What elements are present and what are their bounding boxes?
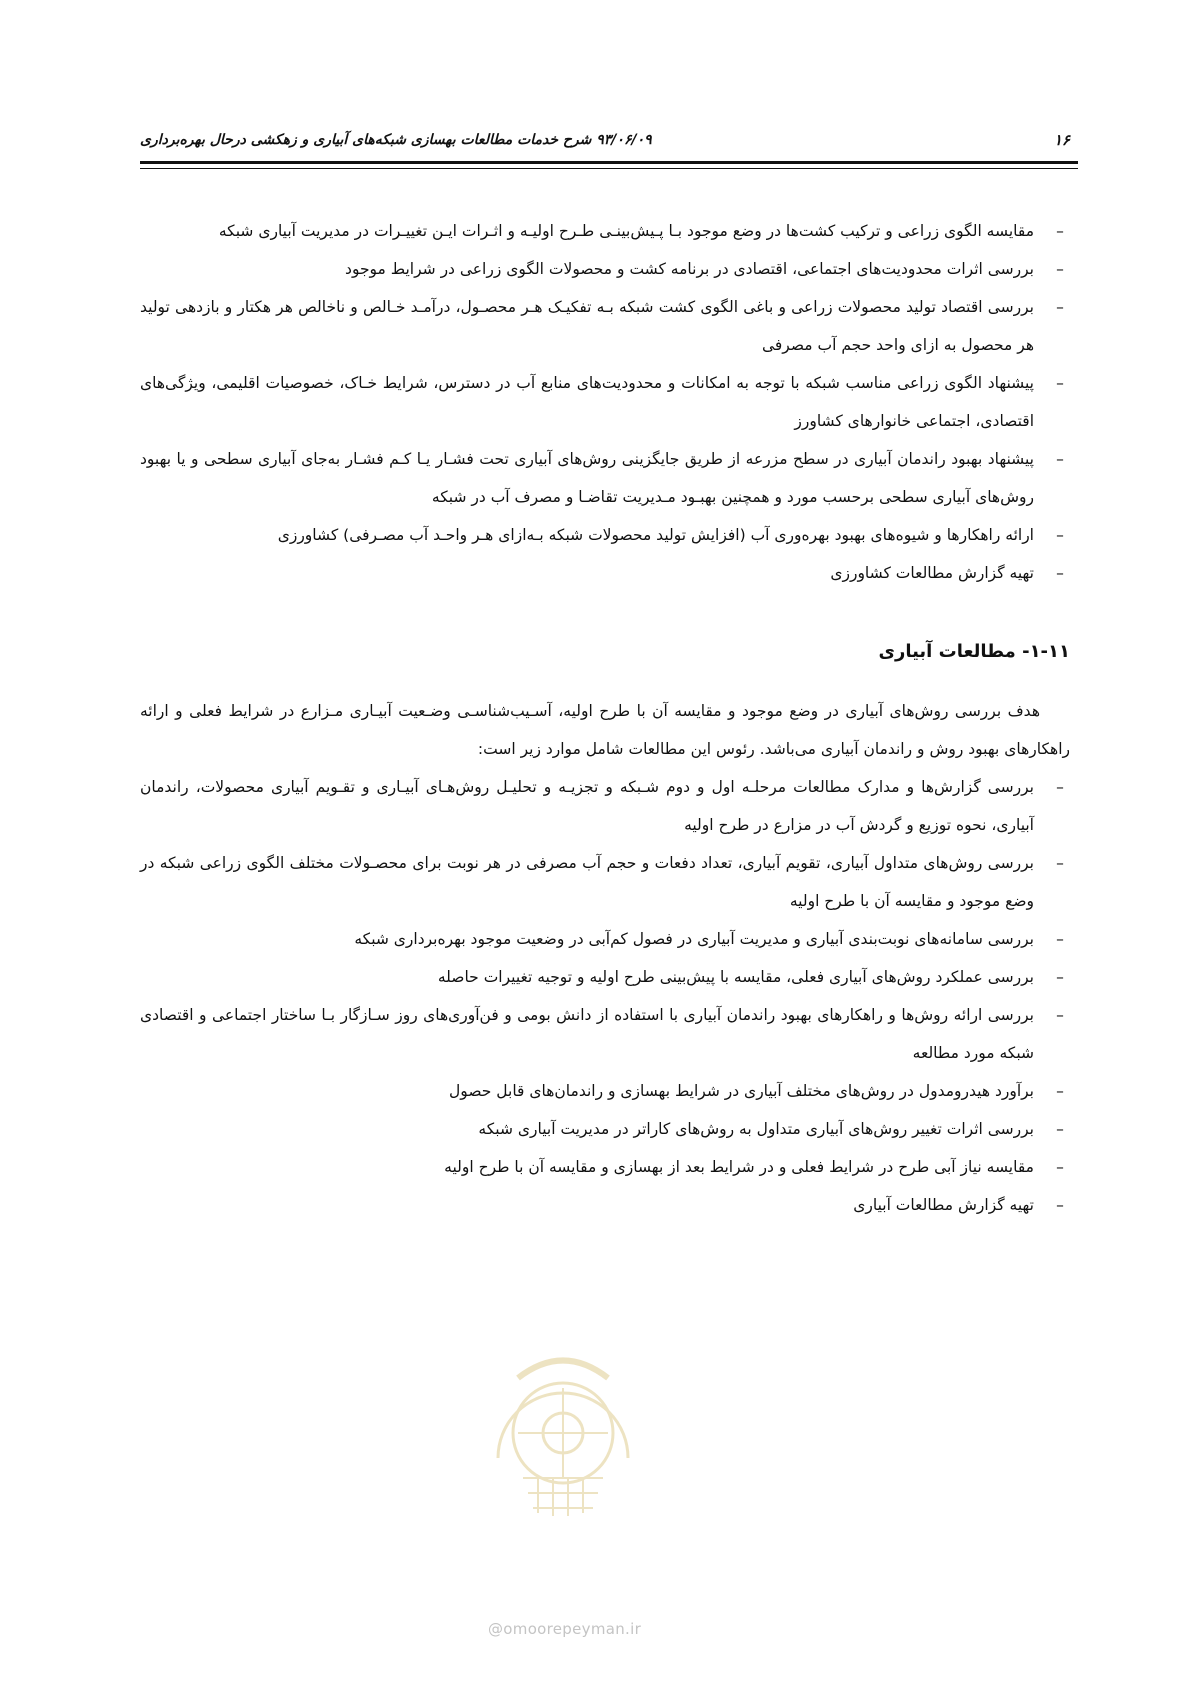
section-intro-paragraph: هدف بررسی روش‌های آبیاری در وضع موجود و مقایسه آن با طرح اولیه، آسـیب‌شناسـی وضـعیت آبیـاری مـزارع در شرایط فعلی و ارائه راهکارهای بهبود روش و راندمان آبیاری می‌باشد. رئوس این مطالعات شامل موارد زیر است: (140, 702, 1070, 758)
dash-bullet: – (1056, 260, 1064, 278)
list-item-text: ارائه راهکارها و شیوه‌های بهبود بهره‌وری آب (افزایش تولید محصولات شبکه بـه‌ازای هـر واحـد آب مصـرفی) کشاورزی (277, 526, 1034, 544)
list-item-text: پیشنهاد الگوی زراعی مناسب شبکه با توجه به امکانات و محدودیت‌های منابع آب در دسترس، شرایط خـاک، خصوصیات اقلیمی، ویژگی‌های اقتصادی، اجتماعی خانوارهای کشاورز (140, 374, 1034, 430)
list-item-text: بررسی اقتصاد تولید محصولات زراعی و باغی الگوی کشت شبکه بـه تفکیـک هـر محصـول، درآمـد خـالص و ناخالص هر هکتار و بازدهی تولید هر محصول به ازای واحد حجم آب مصرفی (140, 298, 1034, 354)
list-item-text: مقایسه الگوی زراعی و ترکیب کشت‌ها در وضع موجود بـا پـیش‌بینـی طـرح اولیـه و اثـرات ایـن تغییـرات در مدیریت آبیاری شبکه (218, 222, 1034, 240)
list-item (140, 212, 1070, 250)
dash-bullet: – (1056, 374, 1064, 392)
watermark-url: @omoorepeyman.ir (488, 1620, 642, 1638)
list-item (140, 250, 1070, 288)
section-heading: ۱-۱۱- مطالعات آبیاری (878, 641, 1070, 662)
list-item-text: تهیه گزارش مطالعات کشاورزی (830, 564, 1034, 582)
dash-bullet: – (1056, 778, 1064, 796)
list-item-text: بررسی اثرات تغییر روش‌های آبیاری متداول به روش‌های کاراتر در مدیریت آبیاری شبکه (478, 1120, 1034, 1138)
dash-bullet: – (1056, 564, 1064, 582)
list-item-text: تهیه گزارش مطالعات آبیاری (853, 1196, 1034, 1214)
dash-bullet: – (1056, 930, 1064, 948)
dash-bullet: – (1056, 854, 1064, 872)
list-item (140, 1186, 1070, 1224)
dash-bullet: – (1056, 298, 1064, 316)
dash-bullet: – (1056, 1196, 1064, 1214)
list-item (140, 1110, 1070, 1148)
list-item (140, 516, 1070, 554)
list-item-text: بررسی عملکرد روش‌های آبیاری فعلی، مقایسه با پیش‌بینی طرح اولیه و توجیه تغییرات حاصله (437, 968, 1034, 986)
list-item (140, 440, 1070, 516)
list-item (140, 844, 1070, 920)
list-item-text: بررسی اثرات محدودیت‌های اجتماعی، اقتصادی در برنامه کشت و محصولات الگوی زراعی در شرایط موجود (345, 260, 1034, 278)
list-item (140, 996, 1070, 1072)
list-item-text: بررسی گزارش‌ها و مدارک مطالعات مرحلـه اول و دوم شـبکه و تجزیـه و تحلیـل روش‌هـای آبیـاری و تقـویم آبیاری محصولات، راندمان آبیاری، نحوه توزیع و گردش آب در مزارع در طرح اولیه (140, 778, 1034, 834)
list-item (140, 554, 1070, 592)
header-rule-thin (140, 168, 1078, 169)
page-header (140, 128, 1070, 152)
list-item-text: پیشنهاد بهبود راندمان آبیاری در سطح مزرعه از طریق جایگزینی روش‌های آبیاری تحت فشـار یـا کـم فشـار به‌جای آبیاری سطحی و یا بهبود روش‌های آبیاری سطحی برحسب مورد و همچنین بهبـود مـدیریت تقاضـا و مصرف آب در شبکه (140, 450, 1034, 506)
irrigation-studies-list (140, 768, 1070, 1224)
list-item (140, 768, 1070, 844)
document-body (140, 212, 1070, 1224)
list-item-text: مقایسه نیاز آبی طرح در شرایط فعلی و در شرایط بعد از بهسازی و مقایسه آن با طرح اولیه (444, 1158, 1034, 1176)
list-item-text: بررسی ارائه روش‌ها و راهکارهای بهبود راندمان آبیاری با استفاده از دانش بومی و فن‌آوری‌های روز سـازگار بـا ساختار اجتماعی و اقتصادی شبکه مورد مطالعه (140, 1006, 1034, 1062)
list-item-text: بررسی سامانه‌های نوبت‌بندی آبیاری و مدیریت آبیاری در فصول کم‌آبی در وضعیت موجود بهره‌برداری شبکه (354, 930, 1034, 948)
list-item (140, 1148, 1070, 1186)
list-item (140, 1072, 1070, 1110)
dash-bullet: – (1056, 1006, 1064, 1024)
agriculture-studies-list (140, 212, 1070, 592)
header-title: ۹۳/۰۶/۰۹ شرح خدمات مطالعات بهسازی شبکه‌های آبیاری و زهکشی درحال بهره‌برداری (140, 132, 652, 148)
list-item-text: بررسی روش‌های متداول آبیاری، تقویم آبیاری، تعداد دفعات و حجم آب مصرفی در هر نوبت برای محصـولات مختلف الگوی زراعی شبکه در وضع موجود و مقایسه آن با طرح اولیه (140, 854, 1034, 910)
dash-bullet: – (1056, 1120, 1064, 1138)
dash-bullet: – (1056, 1158, 1064, 1176)
watermark-seal-logo (478, 1338, 648, 1518)
list-item (140, 920, 1070, 958)
header-rule-thick (140, 161, 1078, 164)
list-item (140, 288, 1070, 364)
dash-bullet: – (1056, 450, 1064, 468)
list-item (140, 958, 1070, 996)
list-item (140, 364, 1070, 440)
dash-bullet: – (1056, 526, 1064, 544)
page-number: ۱۶ (1053, 131, 1070, 149)
list-item-text: برآورد هیدرومدول در روش‌های مختلف آبیاری در شرایط بهسازی و راندمان‌های قابل حصول (449, 1082, 1034, 1100)
dash-bullet: – (1056, 1082, 1064, 1100)
dash-bullet: – (1056, 222, 1064, 240)
dash-bullet: – (1056, 968, 1064, 986)
